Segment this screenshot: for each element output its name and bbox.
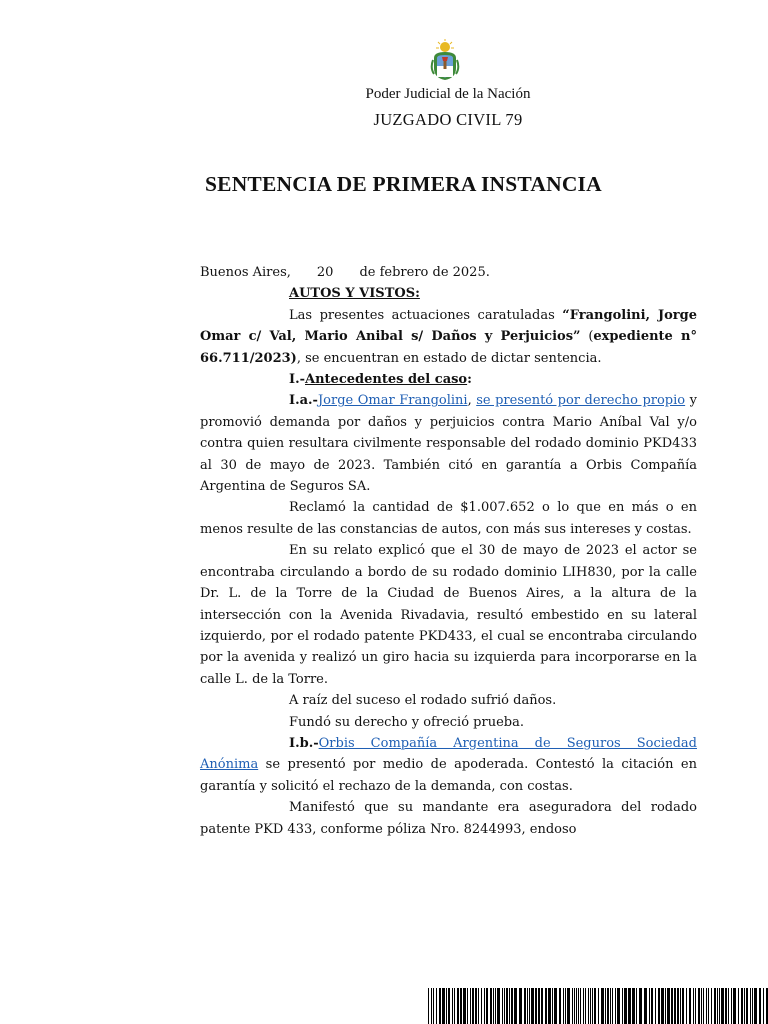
- date-rest: de febrero de 2025.: [359, 265, 490, 280]
- document-body: [200, 262, 697, 840]
- date-line: [200, 262, 697, 283]
- date-city: Buenos Aires,: [200, 265, 291, 280]
- paragraph-intro: Las presentes actuaciones caratuladas “Frangolini, Jorge Omar c/ Val, Mario Anibal s/ Daños y Perjuicios” (expediente n° 66.711/2023), se encuentran en estado de dictar sentencia.: [200, 307, 697, 366]
- document-title: SENTENCIA DE PRIMERA INSTANCIA: [205, 172, 602, 196]
- link-plaintiff[interactable]: Jorge Omar Frangolini: [317, 393, 468, 409]
- barcode-icon: [428, 988, 768, 1024]
- institution-name: Poder Judicial de la Nación: [365, 86, 531, 102]
- autos-heading: AUTOS Y VISTOS:: [289, 286, 420, 302]
- link-insurer[interactable]: Orbis Compañía Argentina de Seguros Sociedad Anónima: [200, 735, 697, 773]
- paragraph-relato: En su relato explicó que el 30 de mayo de 2023 el actor se encontraba circulando a bordo de su rodado dominio LIH830, por la calle Dr. L. de la Torre de la Ciudad de Buenos Aires, a la altura de la intersección con la Avenida Rivadavia, resultó embestido en su lateral izquierdo, por el rodado patente PKD433, el cual se encontraba circulando por la avenida y realizó un giro hacia su izquierda para incorporarse en la calle L. de la Torre.: [200, 543, 697, 687]
- paragraph-ib: I.b.-Orbis Compañía Argentina de Seguros Sociedad Anónima se presentó por medio de apoderada. Contestó la citación en garantía y solicitó el rechazo de la demanda, con costas.: [200, 735, 697, 794]
- paragraph-prueba: Fundó su derecho y ofreció prueba.: [289, 714, 524, 730]
- link-presentation[interactable]: se presentó por derecho propio: [476, 393, 686, 409]
- date-day: 20: [316, 265, 334, 280]
- coat-of-arms-icon: [430, 38, 460, 84]
- paragraph-reclamo: Reclamó la cantidad de $1.007.652 o lo que en más o en menos resulte de las constancias de autos, con más sus intereses y costas.: [200, 500, 697, 537]
- section-heading-antecedentes: I.-Antecedentes del caso:: [289, 372, 472, 388]
- court-name: JUZGADO CIVIL 79: [373, 110, 523, 129]
- paragraph-ia: I.a.-Jorge Omar Frangolini, se presentó por derecho propio y promovió demanda por daños y perjuicios contra Mario Aníbal Val y/o contra quien resultara civilmente responsable del rodado dominio PKD433 al 30 de mayo de 2023. También citó en garantía a Orbis Compañía Argentina de Seguros SA.: [200, 393, 697, 495]
- paragraph-danos: A raíz del suceso el rodado sufrió daños.: [289, 693, 557, 709]
- paragraph-manifesto: Manifestó que su mandante era aseguradora del rodado patente PKD 433, conforme póliza Nro. 8244993, endoso: [200, 800, 697, 837]
